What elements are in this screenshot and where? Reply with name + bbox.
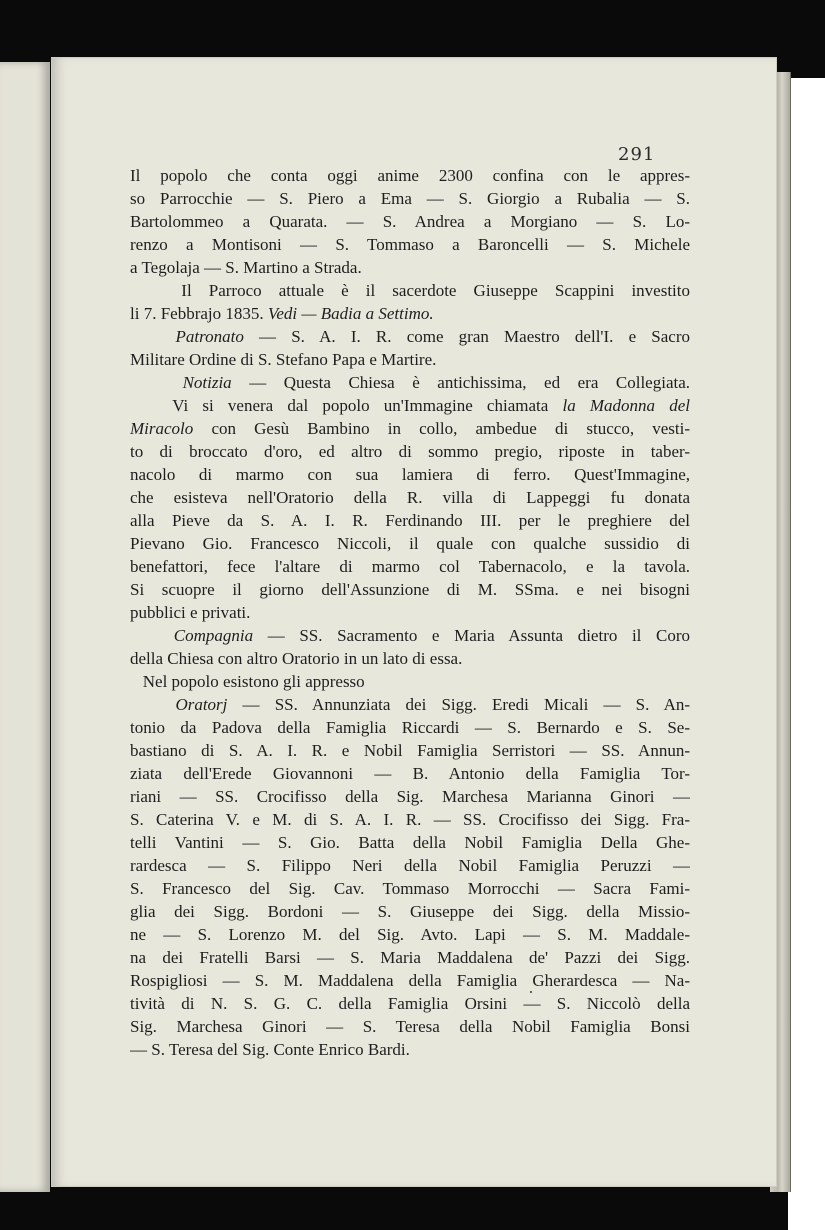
line-text: glia dei Sigg. Bordoni — S. Giuseppe dei Sigg. della Missio- (130, 902, 690, 921)
line-text-after: — S. A. I. R. come gran Maestro dell'I. e Sacro (243, 327, 690, 346)
line-text: Pievano Gio. Francesco Niccoli, il quale con qualche sussidio di (130, 534, 690, 553)
line-text: S. Caterina V. e M. di S. A. I. R. — SS. Crocifisso dei Sigg. Fra- (130, 810, 690, 829)
text-line (130, 647, 690, 670)
line-italic-text: Notizia (182, 373, 232, 392)
text-line (130, 923, 690, 946)
line-text: ziata dell'Erede Giovannoni — B. Antonio della Famiglia Tor- (130, 764, 690, 783)
page-text (130, 164, 690, 1061)
line-text: ne — S. Lorenzo M. del Sig. Avto. Lapi — S. M. Maddale- (130, 925, 690, 944)
text-line (130, 670, 690, 693)
text-line (130, 256, 690, 279)
text-line (130, 279, 690, 302)
ink-speck (530, 991, 532, 993)
line-text (130, 695, 175, 714)
line-italic-text: Oratorj (175, 695, 228, 714)
text-line (130, 440, 690, 463)
text-line (130, 946, 690, 969)
text-line (130, 509, 690, 532)
line-text: tività di N. S. G. C. della Famiglia Orsini — S. Niccolò della (130, 994, 690, 1013)
text-line (130, 785, 690, 808)
line-text: — S. Teresa del Sig. Conte Enrico Bardi. (130, 1040, 410, 1059)
text-line (130, 417, 690, 440)
line-italic-text: Vedi — Badia a Settimo. (267, 304, 434, 323)
line-text: Sig. Marchesa Ginori — S. Teresa della Nobil Famiglia Bonsi (130, 1017, 690, 1036)
line-italic-text: Compagnia (173, 626, 254, 645)
text-line (130, 831, 690, 854)
line-text: na dei Fratelli Barsi — S. Maria Maddalena de' Pazzi dei Sigg. (130, 948, 690, 967)
line-text: Vi si venera dal popolo un'Immagine chiamata (130, 396, 563, 415)
text-line (130, 601, 690, 624)
text-line (130, 187, 690, 210)
text-line (130, 348, 690, 371)
text-line (130, 578, 690, 601)
text-line (130, 739, 690, 762)
text-line (130, 555, 690, 578)
text-line (130, 854, 690, 877)
line-text: bastiano di S. A. I. R. e Nobil Famiglia Serristori — SS. Annun- (130, 741, 690, 760)
text-line (130, 1038, 690, 1061)
line-text: Si scuopre il giorno dell'Assunzione di M. SSma. e nei bisogni (130, 580, 690, 599)
line-text: pubblici e privati. (130, 603, 251, 622)
line-text-after: — Questa Chiesa è antichissima, ed era Collegiata. (231, 373, 690, 392)
text-line (130, 1015, 690, 1038)
line-text: che esisteva nell'Oratorio della R. villa di Lappeggi fu donata (130, 488, 690, 507)
text-line (130, 624, 690, 647)
line-italic-text: Patronato (175, 327, 244, 346)
text-line (130, 325, 690, 348)
line-text: nacolo di marmo con sua lamiera di ferro. Quest'Immagine, (130, 465, 690, 484)
line-text: Nel popolo esistono gli appresso (130, 672, 365, 691)
text-line (130, 992, 690, 1015)
text-line (130, 716, 690, 739)
text-line (130, 693, 690, 716)
line-text-after: con Gesù Bambino in collo, ambedue di stucco, vesti- (193, 419, 690, 438)
text-line (130, 808, 690, 831)
text-line (130, 532, 690, 555)
text-line (130, 302, 690, 325)
line-text: Bartolommeo a Quarata. — S. Andrea a Morgiano — S. Lo- (130, 212, 690, 231)
line-text (130, 626, 174, 645)
text-line (130, 900, 690, 923)
line-text: Militare Ordine di S. Stefano Papa e Martire. (130, 350, 437, 369)
text-line (130, 233, 690, 256)
line-text: Il Parroco attuale è il sacerdote Giuseppe Scappini investito (130, 281, 690, 300)
line-text: so Parrocchie — S. Piero a Ema — S. Giorgio a Rubalia — S. (130, 189, 690, 208)
text-line (130, 394, 690, 417)
text-line (130, 463, 690, 486)
line-text: della Chiesa con altro Oratorio in un lato di essa. (130, 649, 463, 668)
line-text: renzo a Montisoni — S. Tommaso a Baroncelli — S. Michele (130, 235, 690, 254)
line-text: Rospigliosi — S. M. Maddalena della Famiglia Gherardesca — Na- (130, 971, 690, 990)
page-number: 291 (618, 144, 656, 165)
text-line (130, 969, 690, 992)
previous-page-edge (0, 62, 50, 1192)
line-text: a Tegolaja — S. Martino a Strada. (130, 258, 362, 277)
background-strip (788, 78, 825, 1230)
line-text (130, 373, 183, 392)
text-line (130, 486, 690, 509)
line-italic-text: la Madonna del (562, 396, 690, 415)
text-line (130, 877, 690, 900)
line-text: tonio da Padova della Famiglia Riccardi — S. Bernardo e S. Se- (130, 718, 690, 737)
line-text: to di broccato d'oro, ed altro di sommo pregio, riposte in taber- (130, 442, 690, 461)
line-text: li 7. Febbrajo 1835. (130, 304, 268, 323)
line-text: riani — SS. Crocifisso della Sig. Marchesa Marianna Ginori — (130, 787, 690, 806)
line-text (130, 327, 176, 346)
line-italic-text: Miracolo (130, 419, 194, 438)
line-text: benefattori, fece l'altare di marmo col Tabernacolo, e la tavola. (130, 557, 690, 576)
line-text: rardesca — S. Filippo Neri della Nobil Famiglia Peruzzi — (130, 856, 690, 875)
line-text: Il popolo che conta oggi anime 2300 confina con le appres- (130, 166, 690, 185)
line-text-after: — SS. Sacramento e Maria Assunta dietro il Coro (253, 626, 690, 645)
book-page (52, 58, 776, 1186)
text-line (130, 164, 690, 187)
text-line (130, 762, 690, 785)
text-line (130, 371, 690, 394)
text-line (130, 210, 690, 233)
line-text-after: — SS. Annunziata dei Sigg. Eredi Micali — S. An- (227, 695, 690, 714)
line-text: S. Francesco del Sig. Cav. Tommaso Morrocchi — Sacra Fami- (130, 879, 690, 898)
line-text: alla Pieve da S. A. I. R. Ferdinando III. per le preghiere del (130, 511, 690, 530)
line-text: telli Vantini — S. Gio. Batta della Nobil Famiglia Della Ghe- (130, 833, 690, 852)
